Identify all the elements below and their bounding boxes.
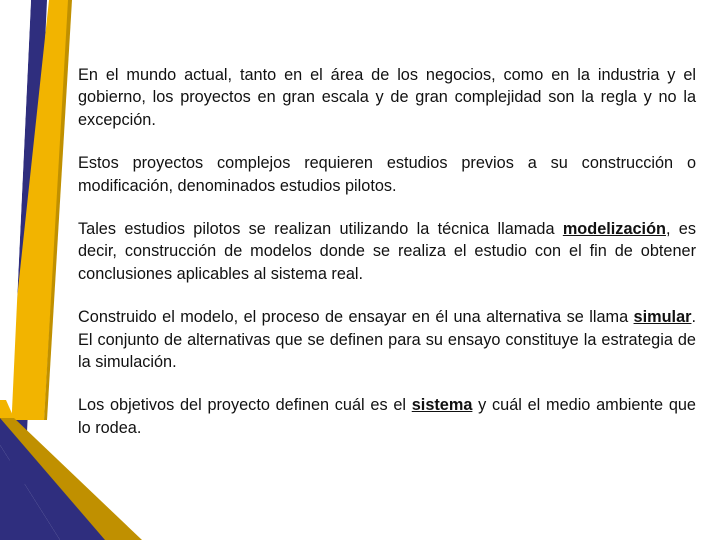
paragraph-5-text-after: y cuál el medio ambiente que lo rodea. bbox=[78, 396, 696, 437]
slide-body bbox=[78, 64, 696, 460]
paragraph-4-text-before: Construido el modelo, el proceso de ensayar en él una alternativa se llama bbox=[78, 308, 634, 327]
paragraph-4 bbox=[78, 306, 696, 373]
paragraph-2-text: Estos proyectos complejos requieren estudios previos a su construcción o modificación, denominados estudios pilotos. bbox=[78, 154, 696, 195]
paragraph-2 bbox=[78, 152, 696, 197]
paragraph-1 bbox=[78, 64, 696, 131]
paragraph-3 bbox=[78, 218, 696, 285]
keyword-simular: simular bbox=[633, 308, 692, 327]
paragraph-4-text-after: . El conjunto de alternativas que se definen para su ensayo constituye la estrategia de la simulación. bbox=[78, 308, 696, 372]
paragraph-5 bbox=[78, 394, 696, 439]
keyword-sistema: sistema bbox=[411, 396, 473, 415]
paragraph-3-text-after: , es decir, construcción de modelos donde se realiza el estudio con el fin de obtener conclusiones aplicables al sistema real. bbox=[78, 220, 697, 283]
paragraph-5-text-before: Los objetivos del proyecto definen cuál es el bbox=[78, 396, 412, 415]
keyword-modelizacion: modelización bbox=[562, 220, 666, 239]
paragraph-3-text-before: Tales estudios pilotos se realizan utilizando la técnica llamada bbox=[78, 220, 563, 239]
paragraph-1-text: En el mundo actual, tanto en el área de los negocios, como en la industria y el gobierno, los proyectos en gran escala y de gran complejidad son la regla y no la excepción. bbox=[78, 66, 696, 129]
